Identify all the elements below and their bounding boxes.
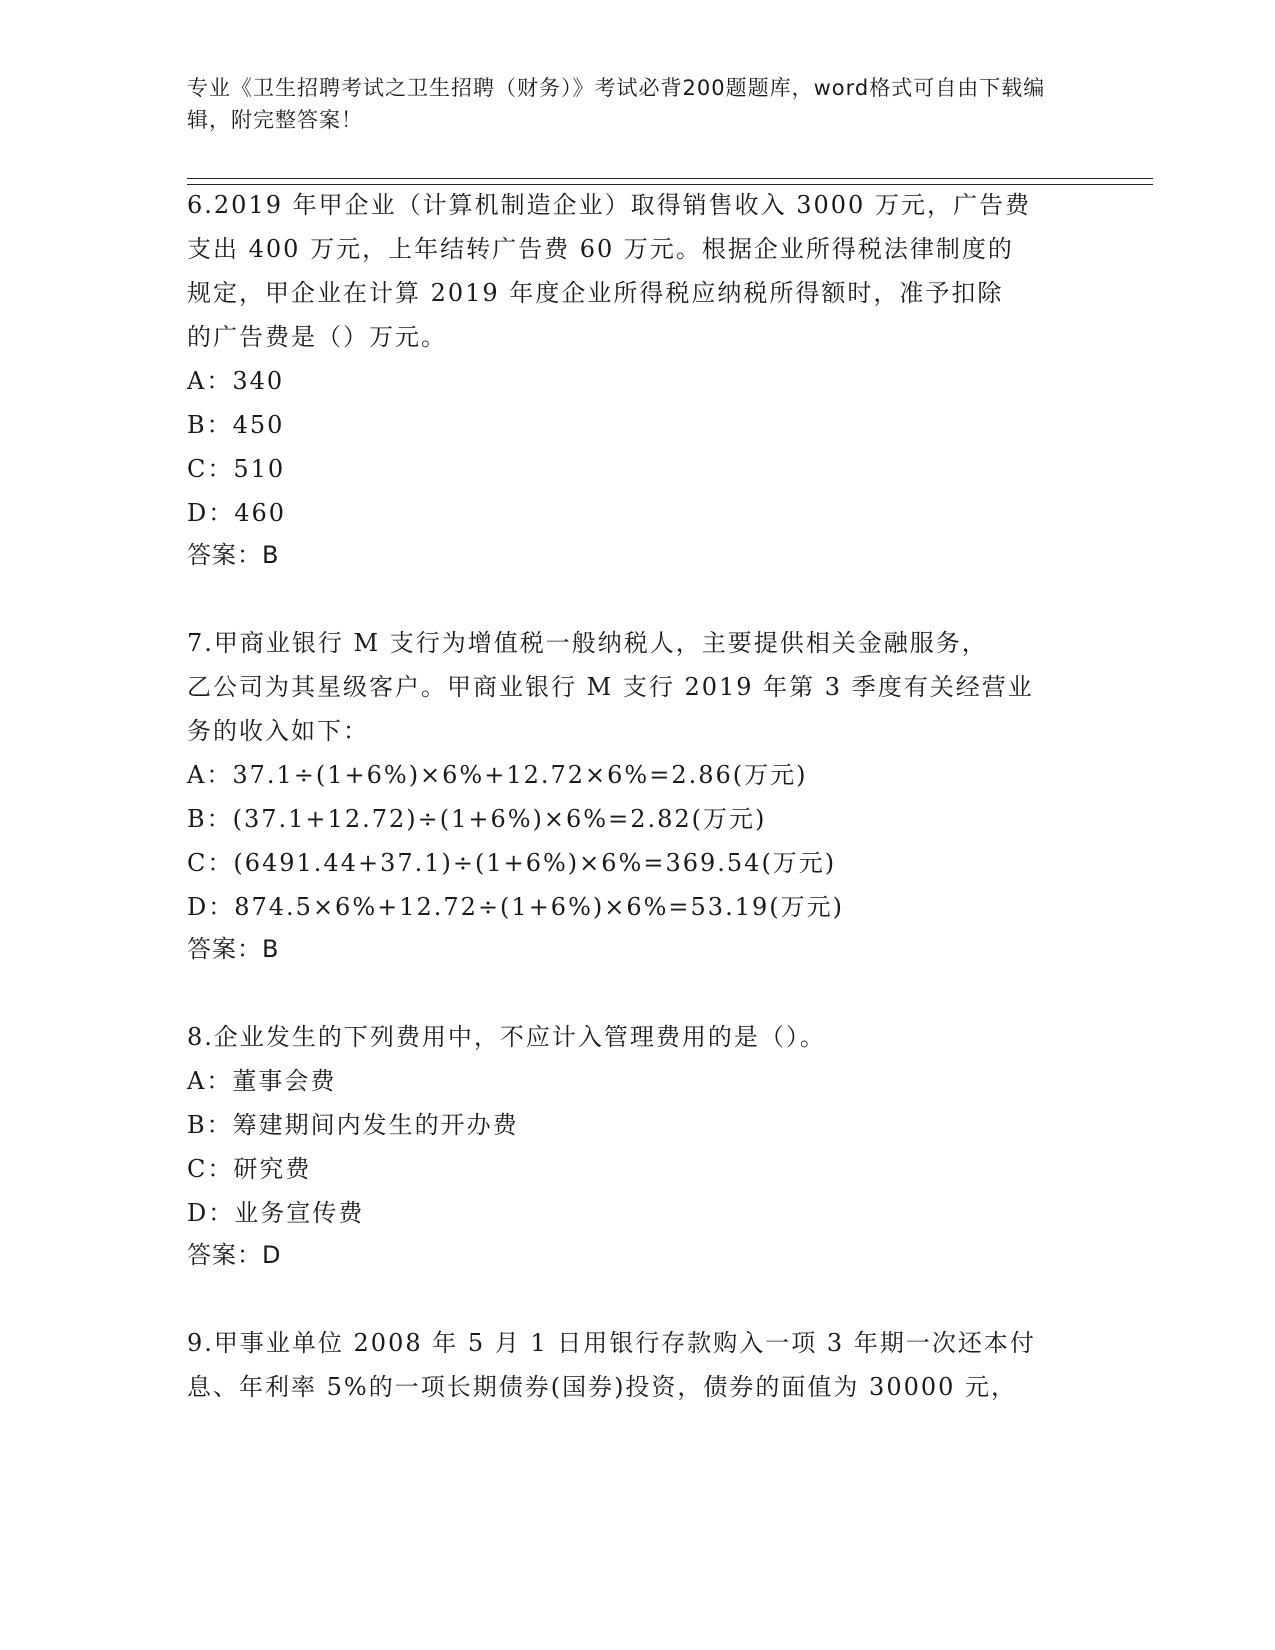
question-6-option-d: D：460 [187,499,287,527]
question-9-stem-line-2: 息、年利率 5%的一项长期债券(国券)投资，债券的面值为 30000 元， [187,1373,1018,1401]
question-6-stem-line-1: 6.2019 年甲企业（计算机制造企业）取得销售收入 3000 万元，广告费 [187,191,1031,219]
question-8-answer: 答案：D [187,1241,282,1269]
question-6-answer: 答案：B [187,541,280,569]
question-6-stem-line-4: 的广告费是（）万元。 [187,323,447,351]
question-8-stem-line-1: 8.企业发生的下列费用中，不应计入管理费用的是（）。 [187,1023,826,1051]
question-7-answer: 答案：B [187,935,280,963]
header-divider-bottom [187,184,1153,185]
question-6-stem-line-3: 规定，甲企业在计算 2019 年度企业所得税应纳税所得额时，准予扣除 [187,279,1004,307]
question-6-stem-line-2: 支出 400 万元，上年结转广告费 60 万元。根据企业所得税法律制度的 [187,235,1014,263]
question-8-option-c: C：研究费 [187,1155,312,1183]
question-8-option-a: A：董事会费 [187,1067,337,1095]
question-8-option-d: D：业务宣传费 [187,1199,365,1227]
header-intro: 专业《卫生招聘考试之卫生招聘（财务）》考试必背200题题库，word格式可自由下载编辑，附完整答案！ [187,76,1046,132]
question-6-option-b: B：450 [187,411,285,439]
question-7-option-b: B：(37.1+12.72)÷(1+6%)×6%=2.82(万元) [187,805,767,833]
question-9-stem-line-1: 9.甲事业单位 2008 年 5 月 1 日用银行存款购入一项 3 年期一次还本付 [187,1329,1036,1357]
question-7-stem-line-1: 7.甲商业银行 M 支行为增值税一般纳税人，主要提供相关金融服务， [187,629,988,657]
question-6-option-a: A：340 [187,367,285,395]
question-7-stem-line-2: 乙公司为其星级客户。甲商业银行 M 支行 2019 年第 3 季度有关经营业 [187,673,1034,701]
question-7-stem-line-3: 务的收入如下： [187,717,369,745]
question-7-option-c: C：(6491.44+37.1)÷(1+6%)×6%=369.54(万元) [187,849,837,877]
question-7-option-a: A：37.1÷(1+6%)×6%+12.72×6%=2.86(万元) [187,761,808,789]
question-6-option-c: C：510 [187,455,286,483]
question-7-option-d: D：874.5×6%+12.72÷(1+6%)×6%=53.19(万元) [187,893,844,921]
header-divider-top [187,178,1153,179]
question-8-option-b: B：筹建期间内发生的开办费 [187,1111,519,1139]
